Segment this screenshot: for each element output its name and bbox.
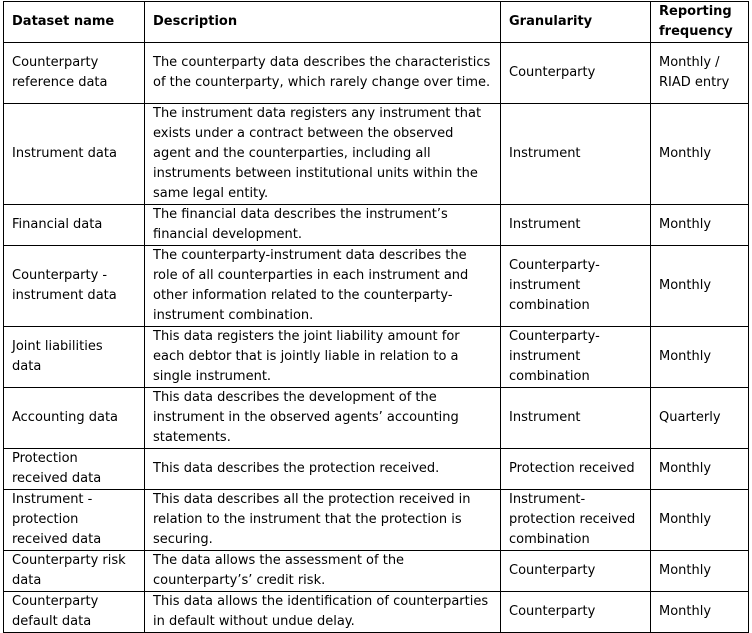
table-row — [4, 104, 749, 205]
table-row — [4, 205, 749, 246]
table-row — [4, 449, 749, 490]
cell-frequency: Monthly — [651, 449, 749, 490]
cell-frequency: Monthly — [651, 327, 749, 388]
cell-dataset-name: Instrument data — [4, 104, 145, 205]
cell-frequency: Monthly — [651, 592, 749, 633]
cell-description: The counterparty data describes the characteristics of the counterparty, which rarely change over time. — [145, 43, 501, 104]
cell-dataset-name: Protection received data — [4, 449, 145, 490]
cell-description: This data registers the joint liability amount for each debtor that is jointly liable in relation to a single instrument. — [145, 327, 501, 388]
cell-frequency: Monthly — [651, 205, 749, 246]
cell-granularity: Instrument — [501, 388, 651, 449]
cell-description: This data describes all the protection received in relation to the instrument that the protection is securing. — [145, 490, 501, 551]
cell-dataset-name: Accounting data — [4, 388, 145, 449]
cell-frequency: Monthly — [651, 246, 749, 327]
table-row — [4, 551, 749, 592]
cell-granularity: Instrument — [501, 205, 651, 246]
table-row — [4, 592, 749, 633]
cell-dataset-name: Counterparty risk data — [4, 551, 145, 592]
table-row — [4, 43, 749, 104]
cell-description: This data describes the protection received. — [145, 449, 501, 490]
cell-description: This data describes the development of the instrument in the observed agents’ accounting statements. — [145, 388, 501, 449]
cell-granularity: Counterparty — [501, 592, 651, 633]
cell-dataset-name: Instrument - protection received data — [4, 490, 145, 551]
cell-frequency: Monthly — [651, 104, 749, 205]
cell-granularity: Protection received — [501, 449, 651, 490]
table-row — [4, 388, 749, 449]
cell-dataset-name: Counterparty default data — [4, 592, 145, 633]
table-row — [4, 490, 749, 551]
header-reporting-frequency: Reporting frequency — [651, 2, 749, 43]
table-row — [4, 246, 749, 327]
dataset-table — [3, 1, 749, 633]
cell-dataset-name: Financial data — [4, 205, 145, 246]
table-header-row — [4, 2, 749, 43]
header-dataset-name: Dataset name — [4, 2, 145, 43]
cell-granularity: Counterparty-instrument combination — [501, 327, 651, 388]
header-description: Description — [145, 2, 501, 43]
cell-description: The financial data describes the instrument’s financial development. — [145, 205, 501, 246]
table-row — [4, 327, 749, 388]
cell-granularity: Instrument — [501, 104, 651, 205]
cell-frequency: Monthly — [651, 551, 749, 592]
cell-description: The counterparty-instrument data describes the role of all counterparties in each instrument and other information related to the counterparty-instrument combination. — [145, 246, 501, 327]
header-granularity: Granularity — [501, 2, 651, 43]
cell-granularity: Instrument-protection received combination — [501, 490, 651, 551]
cell-granularity: Counterparty — [501, 43, 651, 104]
cell-description: This data allows the identification of counterparties in default without undue delay. — [145, 592, 501, 633]
cell-granularity: Counterparty-instrument combination — [501, 246, 651, 327]
cell-description: The instrument data registers any instrument that exists under a contract between the observed agent and the counterparties, including all instruments between institutional units within the same legal entity. — [145, 104, 501, 205]
cell-frequency: Monthly — [651, 490, 749, 551]
cell-dataset-name: Counterparty reference data — [4, 43, 145, 104]
cell-description: The data allows the assessment of the counterparty’s’ credit risk. — [145, 551, 501, 592]
cell-frequency: Quarterly — [651, 388, 749, 449]
cell-dataset-name: Counterparty - instrument data — [4, 246, 145, 327]
cell-granularity: Counterparty — [501, 551, 651, 592]
cell-dataset-name: Joint liabilities data — [4, 327, 145, 388]
cell-frequency: Monthly / RIAD entry — [651, 43, 749, 104]
